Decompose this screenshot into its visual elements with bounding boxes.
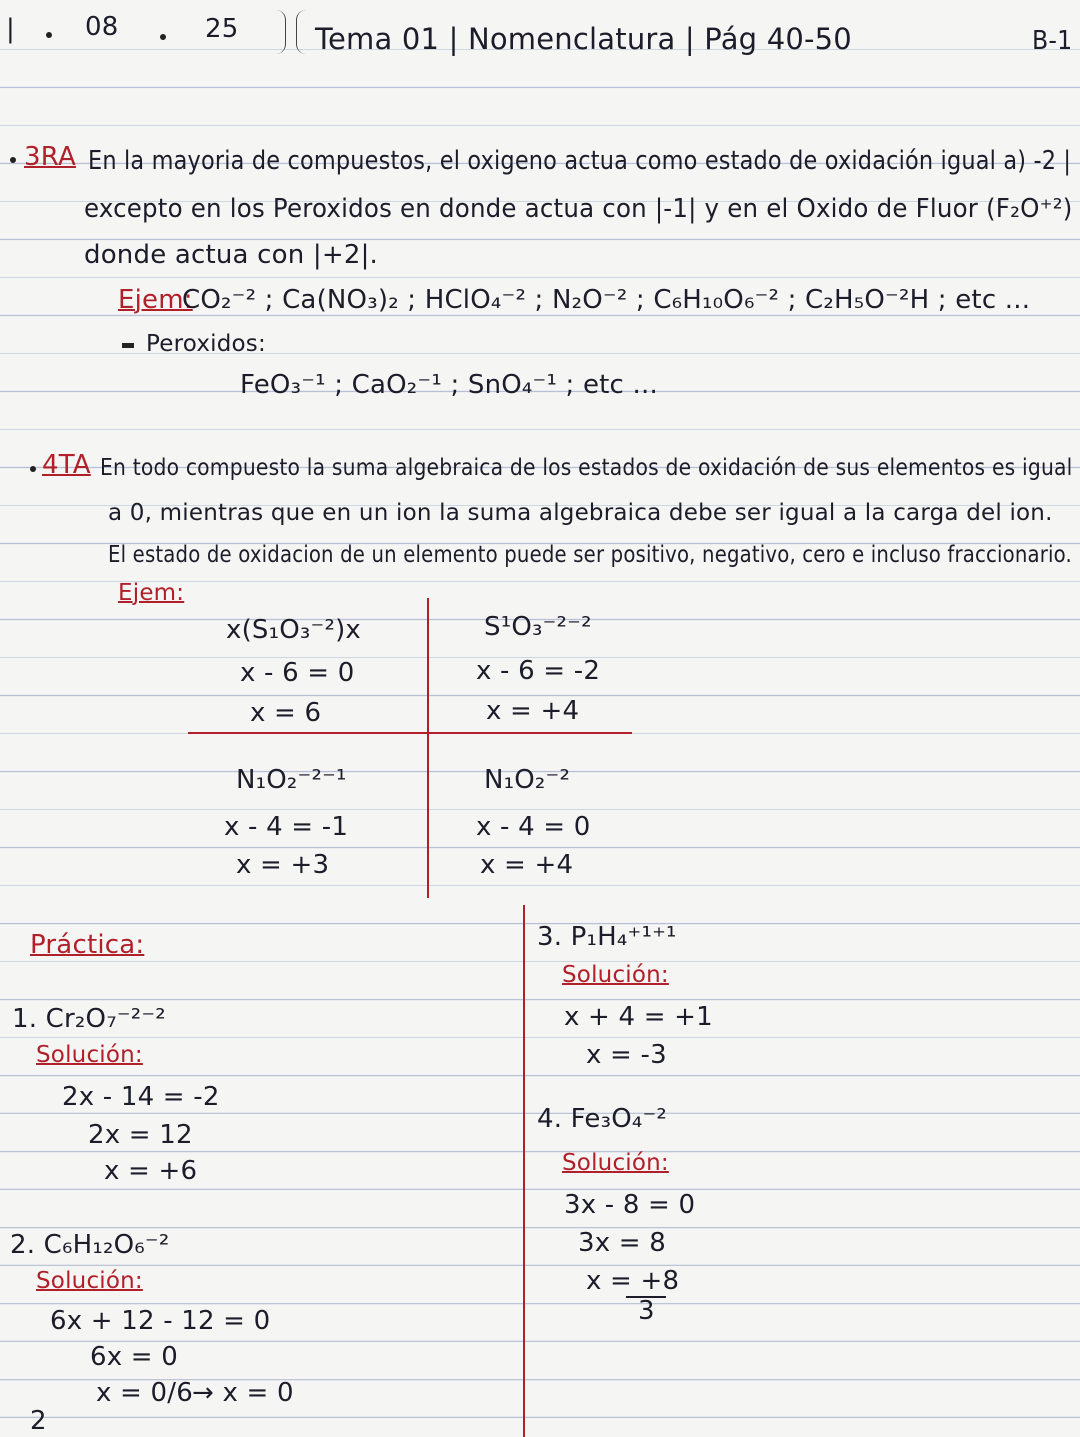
rule3-example-label: Ejem: [118, 285, 193, 315]
rule3-line1: En la mayoria de compuestos, el oxigeno actua como estado de oxidación igual a) -2 | [88, 146, 1072, 176]
example-3-equation: x - 4 = -1 [224, 812, 349, 842]
practice-1-step-3: x = +6 [104, 1156, 198, 1186]
practice-4-step-3: x = +8 [586, 1266, 680, 1296]
practice-2-step-1: 6x + 12 - 12 = 0 [50, 1306, 271, 1336]
practice-4-formula: 4. Fe₃O₄⁻² [537, 1104, 668, 1134]
header-divider [296, 10, 317, 54]
rule3-example: CO₂⁻² ; Ca(NO₃)₂ ; HClO₄⁻² ; N₂O⁻² ; C₆H₁₀O₆⁻² ; C₂H₅O⁻²H ; etc ... [182, 285, 1031, 315]
practice-3-step-1: x + 4 = +1 [564, 1002, 713, 1032]
example-3-result: x = +3 [236, 850, 330, 880]
example-1-result: x = 6 [250, 698, 322, 728]
practice-2-step-2: 6x = 0 [90, 1342, 178, 1372]
header-day: 08 [85, 12, 119, 42]
bullet-dash [122, 343, 134, 348]
practice-1-formula: 1. Cr₂O₇⁻²⁻² [12, 1004, 166, 1034]
practice-3-step-2: x = -3 [586, 1040, 667, 1070]
grid-horizontal-divider [188, 732, 632, 734]
example-2-equation: x - 6 = -2 [476, 656, 601, 686]
practice-2-formula: 2. C₆H₁₂O₆⁻² [10, 1230, 170, 1260]
practice-4-step-4: 3 [638, 1296, 655, 1326]
example-4-result: x = +4 [480, 850, 574, 880]
practice-label: Práctica: [30, 930, 145, 960]
practice-4-solution-label: Solución: [562, 1150, 669, 1176]
header-divider [265, 10, 286, 54]
rule4-line3: El estado de oxidacion de un elemento puede ser positivo, negativo, cero e incluso fraccionario. [108, 542, 1072, 568]
practice-3-formula: 3. P₁H₄⁺¹⁺¹ [537, 922, 677, 952]
bullet-dot [46, 32, 52, 38]
peroxides-label: Peroxidos: [146, 331, 266, 357]
practice-3-solution-label: Solución: [562, 962, 669, 988]
practice-4-step-2: 3x = 8 [578, 1228, 666, 1258]
rule3-number: 3RA [24, 142, 76, 172]
page-title: Tema 01 | Nomenclatura | Pág 40-50 [315, 22, 852, 56]
practice-2-step-4: → x = 0 [192, 1378, 294, 1408]
bullet-dot [10, 157, 16, 163]
practice-1-step-1: 2x - 14 = -2 [62, 1082, 220, 1112]
example-1-formula: x(S₁O₃⁻²)x [226, 615, 362, 645]
peroxides-examples: FeO₃⁻¹ ; CaO₂⁻¹ ; SnO₄⁻¹ ; etc ... [240, 370, 658, 400]
rule3-line3: donde actua con |+2|. [84, 240, 379, 270]
header-month: 25 [205, 14, 239, 44]
practice-1-solution-label: Solución: [36, 1042, 143, 1068]
practice-vertical-divider [523, 905, 525, 1437]
header-code: B-1 [1032, 26, 1073, 56]
bullet-dot [160, 34, 166, 40]
rule4-example-label: Ejem: [118, 580, 185, 606]
bullet-dot [30, 466, 36, 472]
example-4-equation: x - 4 = 0 [476, 812, 591, 842]
example-1-equation: x - 6 = 0 [240, 658, 355, 688]
practice-2-solution-label: Solución: [36, 1268, 143, 1294]
example-2-formula: S¹O₃⁻²⁻² [484, 612, 592, 642]
practice-4-step-1: 3x - 8 = 0 [564, 1190, 696, 1220]
example-2-result: x = +4 [486, 696, 580, 726]
example-3-formula: N₁O₂⁻²⁻¹ [236, 765, 347, 795]
rule4-line2: a 0, mientras que en un ion la suma algebraica debe ser igual a la carga del ion. [108, 500, 1053, 526]
grid-vertical-divider [427, 598, 429, 898]
practice-1-step-2: 2x = 12 [88, 1120, 193, 1150]
rule4-number: 4TA [42, 450, 91, 480]
rule3-line2: excepto en los Peroxidos en donde actua con |-1| y en el Oxido de Fluor (F₂O⁺²) [84, 194, 1073, 224]
header-left-mark: | [6, 14, 15, 44]
page-number: 2 [30, 1406, 47, 1436]
practice-2-step-3: x = 0/6 [96, 1378, 193, 1408]
example-4-formula: N₁O₂⁻² [484, 765, 571, 795]
rule4-line1: En todo compuesto la suma algebraica de los estados de oxidación de sus elementos es igual [100, 455, 1073, 481]
